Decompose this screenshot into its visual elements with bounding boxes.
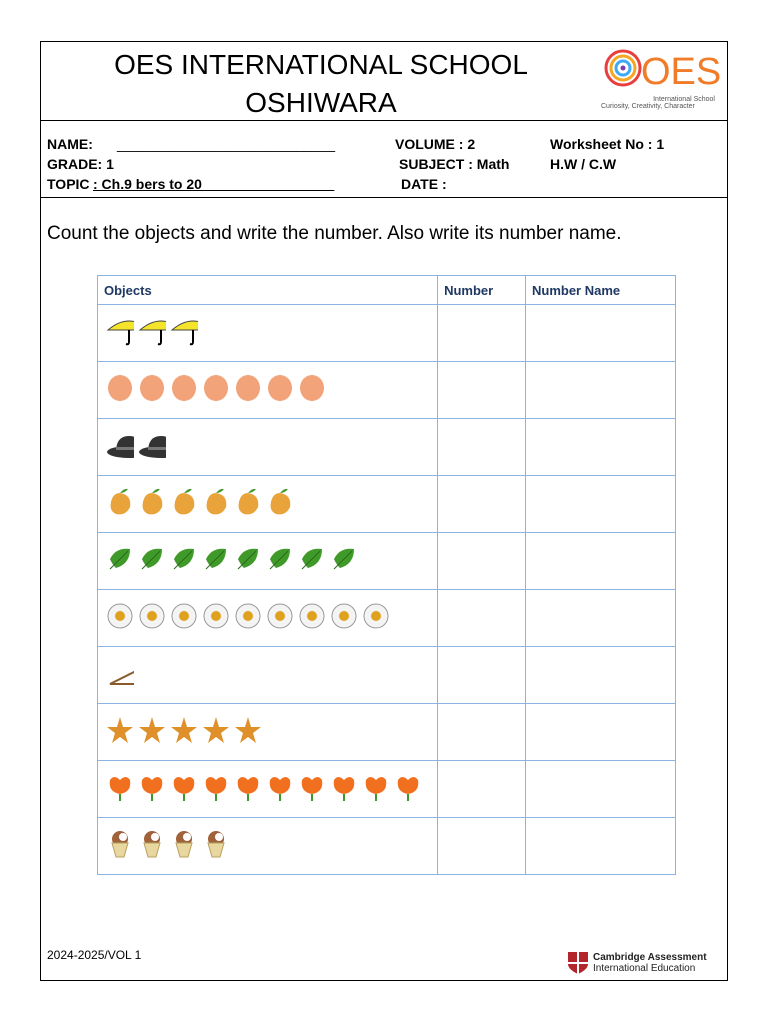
starfish-icon: [138, 715, 166, 750]
number-answer-cell[interactable]: [438, 476, 526, 533]
leaf-icon: [298, 544, 326, 579]
objects-cell: [98, 590, 438, 647]
mango-icon: [202, 487, 230, 522]
umbrella-icon: [106, 316, 134, 351]
worksheet-page: [40, 41, 728, 981]
subject: SUBJECT : Math: [399, 156, 510, 172]
number-name-answer-cell[interactable]: [525, 647, 675, 704]
cambridge-shield-icon: [567, 951, 589, 975]
egg-icon: [266, 373, 294, 408]
table-row: [98, 590, 676, 647]
mango-icon: [170, 487, 198, 522]
number-answer-cell[interactable]: [438, 533, 526, 590]
icecream-icon: [138, 829, 166, 864]
school-line1: OES INTERNATIONAL SCHOOL: [114, 49, 528, 80]
objects-cell: [98, 419, 438, 476]
worksheet-number: Worksheet No : 1: [550, 136, 665, 152]
egg-icon: [138, 373, 166, 408]
student-info: [41, 120, 727, 198]
number-answer-cell[interactable]: [438, 761, 526, 818]
number-name-answer-cell[interactable]: [525, 533, 675, 590]
objects-cell: [98, 818, 438, 875]
hw-cw: H.W / C.W: [550, 156, 617, 172]
oes-logo: [601, 46, 721, 114]
number-answer-cell[interactable]: [438, 647, 526, 704]
name-label: NAME:: [47, 136, 93, 152]
icecream-icon: [202, 829, 230, 864]
starfish-icon: [234, 715, 262, 750]
header-objects: Objects: [98, 276, 438, 305]
name-field[interactable]: ____________________________: [117, 136, 336, 152]
leaf-icon: [330, 544, 358, 579]
number-name-answer-cell[interactable]: [525, 761, 675, 818]
objects-cell: [98, 761, 438, 818]
header: [41, 42, 727, 121]
number-answer-cell[interactable]: [438, 818, 526, 875]
table-row: [98, 647, 676, 704]
leaf-icon: [106, 544, 134, 579]
number-name-answer-cell[interactable]: [525, 590, 675, 647]
counting-table: [97, 275, 676, 875]
icecream-icon: [106, 829, 134, 864]
umbrella-icon: [138, 316, 166, 351]
number-name-answer-cell[interactable]: [525, 818, 675, 875]
objects-cell: [98, 704, 438, 761]
football-icon: [298, 601, 326, 636]
egg-icon: [298, 373, 326, 408]
table-row: [98, 305, 676, 362]
header-number-name: Number Name: [525, 276, 675, 305]
number-name-answer-cell[interactable]: [525, 362, 675, 419]
table-row: [98, 419, 676, 476]
flower-icon: [330, 772, 358, 807]
volume: VOLUME : 2: [395, 136, 476, 152]
table-row: [98, 362, 676, 419]
leaf-icon: [170, 544, 198, 579]
football-icon: [202, 601, 230, 636]
egg-icon: [106, 373, 134, 408]
table-row: [98, 818, 676, 875]
number-answer-cell[interactable]: [438, 419, 526, 476]
football-icon: [106, 601, 134, 636]
flower-icon: [394, 772, 422, 807]
leaf-icon: [266, 544, 294, 579]
flower-icon: [106, 772, 134, 807]
football-icon: [266, 601, 294, 636]
instruction: Count the objects and write the number. Also write its number name.: [47, 223, 622, 244]
leaf-icon: [138, 544, 166, 579]
number-name-answer-cell[interactable]: [525, 419, 675, 476]
cambridge-logo: [567, 951, 707, 975]
egg-icon: [170, 373, 198, 408]
flower-icon: [234, 772, 262, 807]
objects-cell: [98, 533, 438, 590]
mango-icon: [234, 487, 262, 522]
flower-icon: [298, 772, 326, 807]
objects-cell: [98, 305, 438, 362]
egg-icon: [234, 373, 262, 408]
mango-icon: [266, 487, 294, 522]
logo-sub: International School: [653, 96, 715, 103]
egg-icon: [202, 373, 230, 408]
topic-value: : Ch.9 bers to 20_________________: [93, 176, 335, 192]
football-icon: [362, 601, 390, 636]
header-number: Number: [438, 276, 526, 305]
football-icon: [138, 601, 166, 636]
table-row: [98, 704, 676, 761]
number-answer-cell[interactable]: [438, 590, 526, 647]
number-answer-cell[interactable]: [438, 704, 526, 761]
flower-icon: [138, 772, 166, 807]
hanger-icon: [106, 658, 134, 693]
umbrella-icon: [170, 316, 198, 351]
school-name: [111, 46, 531, 122]
starfish-icon: [106, 715, 134, 750]
flower-icon: [170, 772, 198, 807]
school-line2: OSHIWARA: [245, 87, 397, 118]
objects-cell: [98, 362, 438, 419]
flower-icon: [266, 772, 294, 807]
footer-year: 2024-2025/VOL 1: [47, 948, 142, 962]
starfish-icon: [202, 715, 230, 750]
football-icon: [234, 601, 262, 636]
objects-cell: [98, 647, 438, 704]
mango-icon: [106, 487, 134, 522]
cambridge-line1: Cambridge Assessment: [593, 952, 707, 963]
topic-label: TOPIC: [47, 176, 90, 192]
icecream-icon: [170, 829, 198, 864]
logo-tagline: Curiosity, Creativity, Character: [601, 103, 695, 110]
number-name-answer-cell[interactable]: [525, 305, 675, 362]
mango-icon: [138, 487, 166, 522]
number-name-answer-cell[interactable]: [525, 704, 675, 761]
table-row: [98, 761, 676, 818]
hat-icon: [138, 430, 166, 465]
flower-icon: [362, 772, 390, 807]
flower-icon: [202, 772, 230, 807]
table-row: [98, 476, 676, 533]
leaf-icon: [234, 544, 262, 579]
objects-cell: [98, 476, 438, 533]
leaf-icon: [202, 544, 230, 579]
table-row: [98, 533, 676, 590]
number-name-answer-cell[interactable]: [525, 476, 675, 533]
grade: GRADE: 1: [47, 156, 114, 172]
number-answer-cell[interactable]: [438, 305, 526, 362]
starfish-icon: [170, 715, 198, 750]
football-icon: [330, 601, 358, 636]
number-answer-cell[interactable]: [438, 362, 526, 419]
date-label: DATE :: [401, 176, 447, 192]
football-icon: [170, 601, 198, 636]
logo-word: OES: [641, 51, 721, 93]
hat-icon: [106, 430, 134, 465]
cambridge-line2: International Education: [593, 963, 696, 974]
